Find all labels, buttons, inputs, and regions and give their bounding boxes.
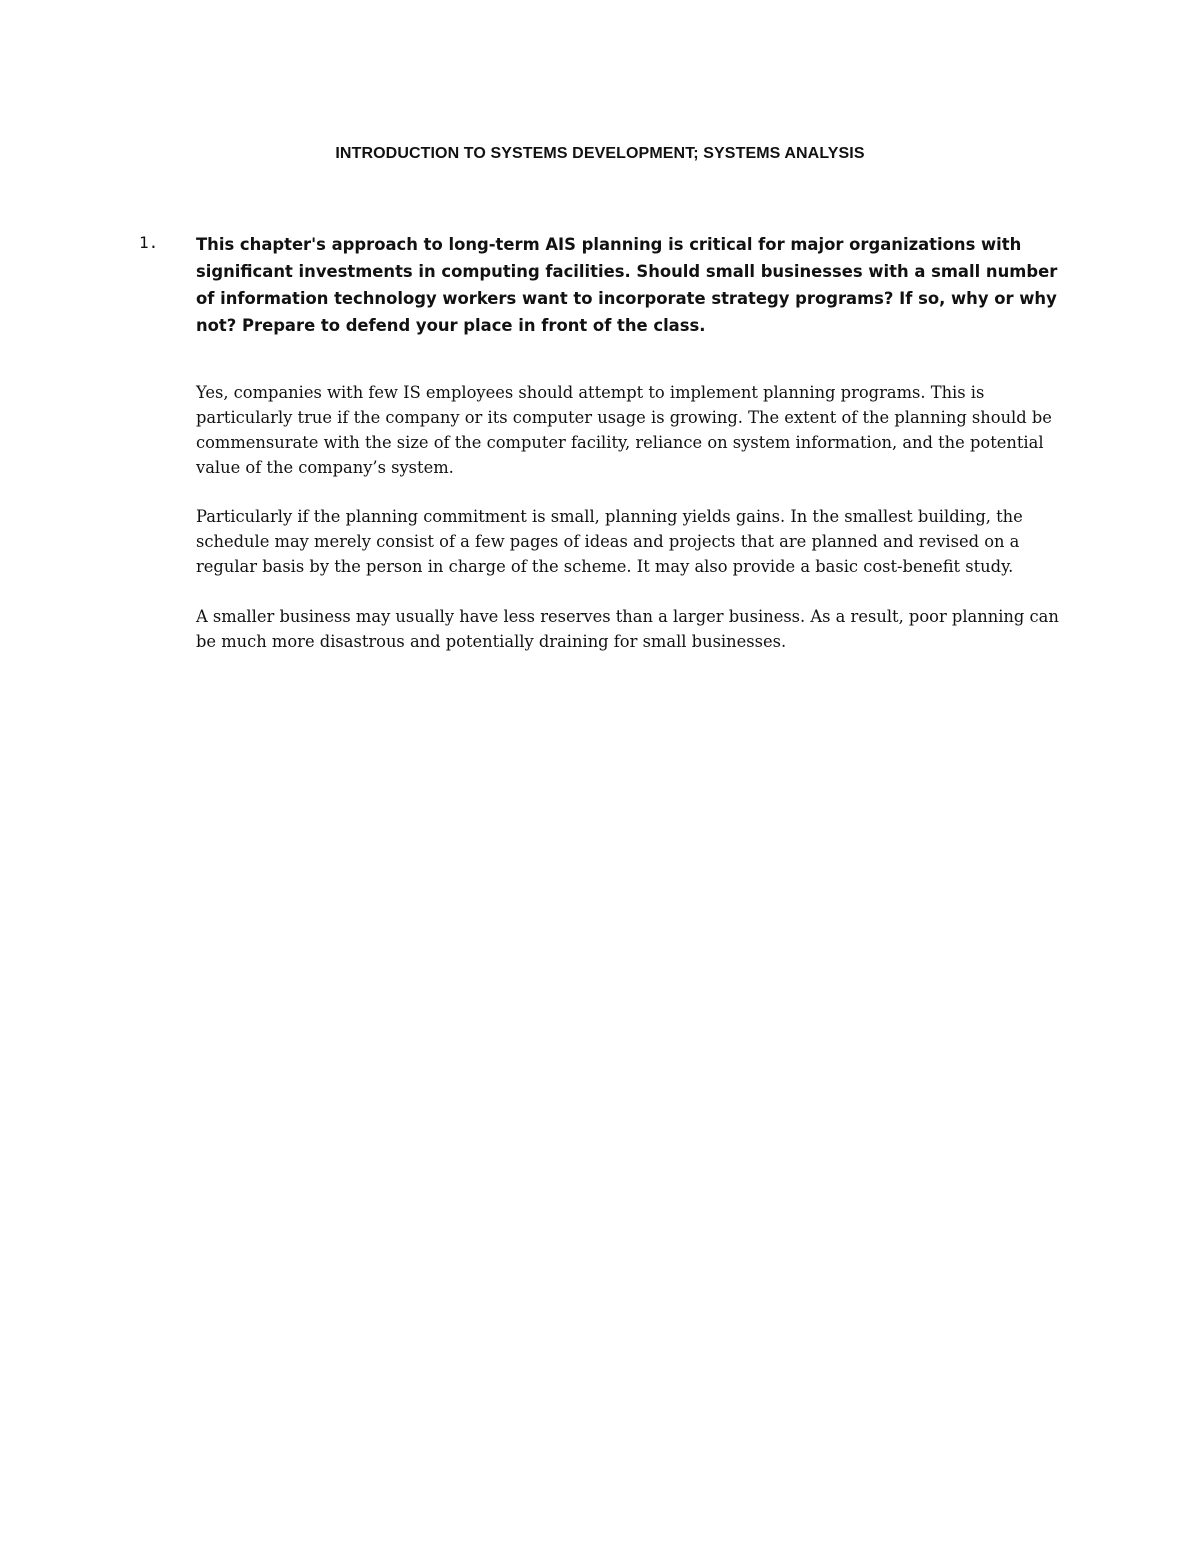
page-title: INTRODUCTION TO SYSTEMS DEVELOPMENT; SYSTEMS ANALYSIS [335, 145, 865, 162]
answer-paragraph-2: Particularly if the planning commitment is small, planning yields gains. In the smallest building, the schedule may merely consist of a few pages of ideas and projects that are planned and revised on a regular basis by the person in charge of the scheme. It may also provide a basic cost-benefit study. [196, 507, 1023, 576]
answer-paragraph-3: A smaller business may usually have less reserves than a larger business. As a result, poor planning can be much more disastrous and potentially draining for small businesses. [196, 607, 1059, 651]
question-number: 1. [139, 233, 159, 252]
answer-paragraph-1: Yes, companies with few IS employees should attempt to implement planning programs. This is particularly true if the company or its computer usage is growing. The extent of the planning should be commensurate with the size of the computer facility, reliance on system information, and the potential value of the company’s system. [196, 383, 1052, 477]
question-text: This chapter's approach to long-term AIS planning is critical for major organizations with significant investments in computing facilities. Should small businesses with a small number of information technology workers want to incorporate strategy programs? If so, why or why not? Prepare to defend your place in front of the class. [196, 235, 1058, 335]
